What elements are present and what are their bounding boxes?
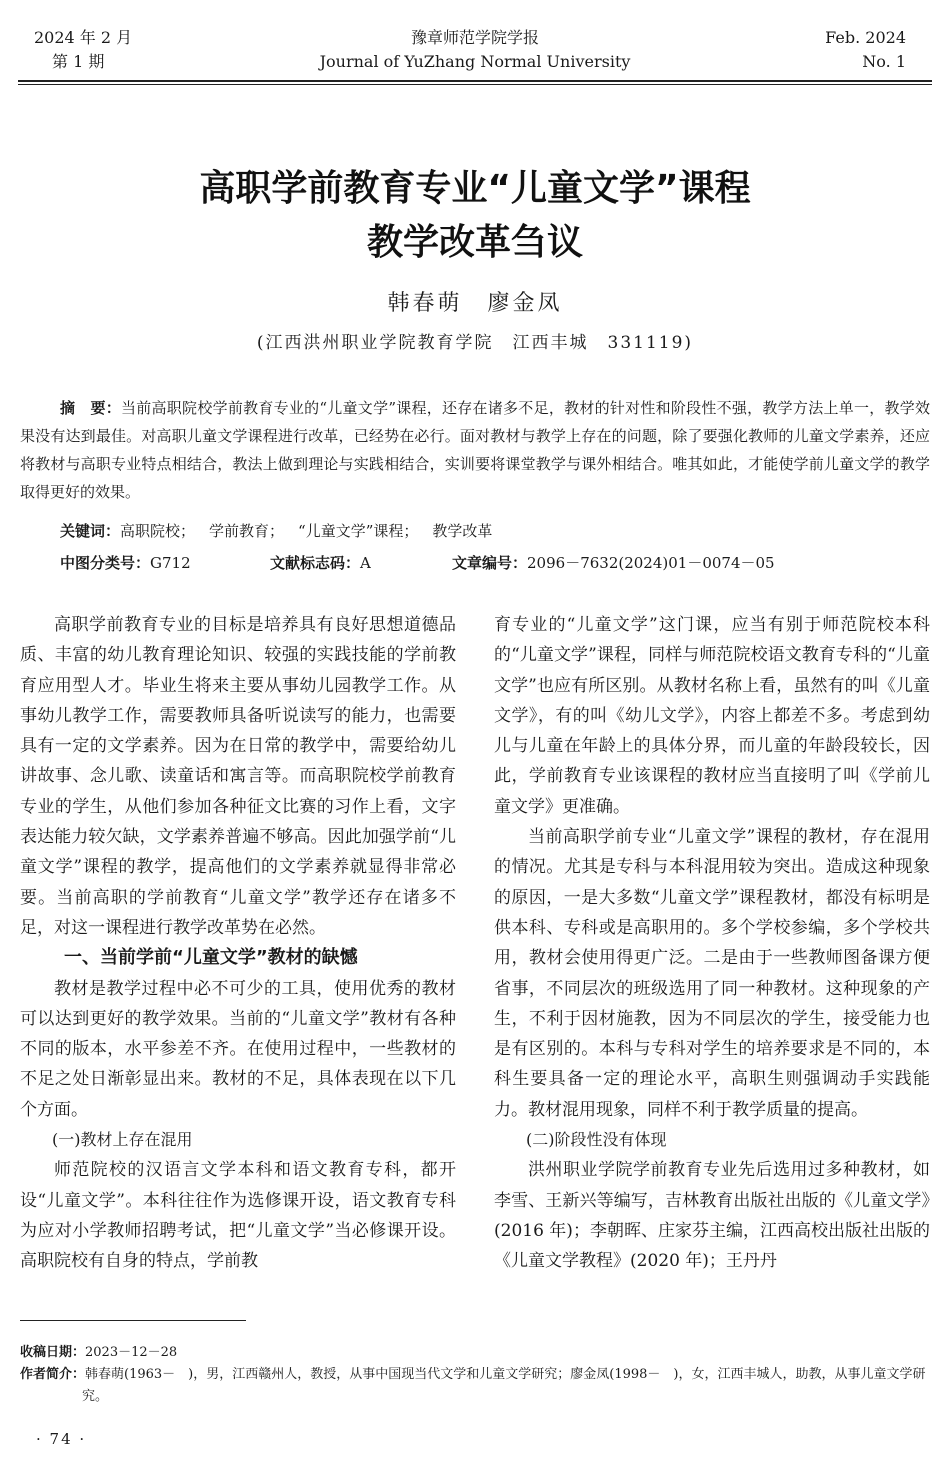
- clc-number: [60, 550, 270, 576]
- doc-value: A: [360, 554, 371, 572]
- paragraph: 当前高职学前专业“儿童文学”课程的教材，存在混用的情况。尤其是专科与本科混用较为突出。造成这种现象的原因，一是大多数“儿童文学”课程教材，都没有标明是供本科、专科或是高职用的。多个学校参编，多个学校共用，教材会使用得更广泛。二是由于一些教师图备课方便省事，不同层次的班级选用了同一种教材。这种现象的产生，不利于因材施教，因为不同层次的学生，接受能力也是有区别的。本科与专科对学生的培养要求是不同的，本科生要具备一定的理论水平，高职生则强调动手实践能力。教材混用现象，同样不利于教学质量的提高。: [494, 827, 930, 1120]
- footnote-rule: [20, 1320, 246, 1321]
- abstract: [20, 394, 930, 506]
- header-date-en: Feb. 2024: [825, 28, 906, 47]
- paragraph: 师范院校的汉语言文学本科和语文教育专科，都开设“儿童文学”。本科往往作为选修课开设，语文教育专科为应对小学教师招聘考试，把“儿童文学”当必修课开设。高职院校有自身的特点，学前教: [20, 1160, 456, 1272]
- subsection-heading: (一)教材上存在混用: [52, 1130, 193, 1150]
- keyword: “儿童文学”课程；: [298, 522, 419, 540]
- received-date: 2023－12－28: [85, 1345, 178, 1360]
- paragraph: 高职学前教育专业的目标是培养具有良好思想道德品质、丰富的幼儿教育理论知识、较强的实践技能的学前教育应用型人才。毕业生将来主要从事幼儿园教学工作。从事幼儿教学工作，需要教师具备听说读写的能力，也需要具有一定的文学素养。因为在日常的教学中，需要给幼儿讲故事、念儿歌、读童话和寓言等。而高职院校学前教育专业的学生，从他们参加各种征文比赛的习作上看，文字表达能力较欠缺，文学素养普遍不够高。因此加强学前“儿童文学”课程的教学，提高他们的文学素养就显得非常必要。当前高职的学前教育“儿童文学”教学还存在诸多不足，对这一课程进行教学改革势在必然。: [20, 615, 456, 938]
- title-line-2: 教学改革刍议: [366, 222, 583, 263]
- footnote-author-bio: [20, 1364, 930, 1408]
- author-bio-text: 韩春萌(1963－ )，男，江西赣州人，教授，从事中国现当代文学和儿童文学研究；廖金凤(1998－ )，女，江西丰城人，助教，从事儿童文学研究。: [82, 1367, 926, 1404]
- keyword: 高职院校；: [120, 522, 196, 540]
- clc-value: G712: [150, 554, 191, 572]
- subsection-heading: (二)阶段性没有体现: [526, 1130, 667, 1150]
- keyword: 学前教育；: [209, 522, 285, 540]
- author-bio-label: 作者简介：: [20, 1367, 86, 1382]
- document-code: [270, 550, 452, 576]
- header-issue-en: No. 1: [862, 52, 906, 71]
- clc-label: 中图分类号：: [60, 554, 151, 572]
- section-heading: 一、当前学前“儿童文学”教材的缺憾: [64, 947, 358, 969]
- keywords-label: 关键词：: [60, 522, 121, 540]
- header-right: [825, 26, 906, 74]
- footnote-received: [20, 1342, 930, 1364]
- journal-name-en: Journal of YuZhang Normal University: [319, 52, 631, 71]
- keywords: [60, 518, 506, 544]
- body-column-left: [20, 610, 456, 1277]
- header-rule: [18, 80, 932, 82]
- header-rule-thin: [18, 84, 932, 85]
- journal-name-cn: 豫章师范学院学报: [410, 28, 539, 47]
- art-value: 2096－7632(2024)01－0074－05: [527, 554, 775, 572]
- abstract-text: 当前高职院校学前教育专业的“儿童文学”课程，还存在诸多不足，教材的针对性和阶段性不强，教学方法上单一，教学效果没有达到最佳。对高职儿童文学课程进行改革，已经势在必行。面对教材与教学上存在的问题，除了要强化教师的儿童文学素养，还应将教材与高职专业特点相结合，教法上做到理论与实践相结合，实训要将课堂教学与课外相结合。唯其如此，才能使学前儿童文学的教学取得更好的效果。: [20, 399, 930, 501]
- received-label: 收稿日期：: [20, 1345, 86, 1360]
- header-date-cn: 2024 年 2 月: [34, 28, 133, 47]
- affiliation: (江西洪州职业学院教育学院 江西丰城 331119): [256, 333, 694, 353]
- abstract-label: 摘 要：: [60, 399, 122, 417]
- article-title: [0, 162, 950, 270]
- classification-line: [60, 550, 920, 576]
- paragraph: 洪州职业学院学前教育专业先后选用过多种教材，如李雪、王新兴等编写，吉林教育出版社出版的《儿童文学》(2016 年)；李朝晖、庄家芬主编，江西高校出版社出版的《儿童文学教程》(2020 年)；王丹丹: [494, 1160, 930, 1272]
- doc-label: 文献标志码：: [270, 554, 361, 572]
- paragraph: 教材是教学过程中必不可少的工具，使用优秀的教材可以达到更好的教学效果。当前的“儿童文学”教材有各种不同的版本，水平参差不齐。在使用过程中，一些教材的不足之处日渐彰显出来。教材的不足，具体表现在以下几个方面。: [20, 978, 456, 1120]
- header-issue-cn: 第 1 期: [52, 52, 105, 71]
- authors: 韩春萌 廖金凤: [387, 291, 563, 316]
- title-line-1: 高职学前教育专业“儿童文学”课程: [199, 168, 751, 209]
- page-number: · 74 ·: [36, 1430, 87, 1448]
- body-column-right: [494, 610, 930, 1277]
- art-label: 文章编号：: [452, 554, 528, 572]
- paragraph: 育专业的“儿童文学”这门课，应当有别于师范院校本科的“儿童文学”课程，同样与师范院校语文教育专科的“儿童文学”也应有所区别。从教材名称上看，虽然有的叫《儿童文学》，有的叫《幼儿文学》，内容上都差不多。考虑到幼儿与儿童在年龄上的具体分界，而儿童的年龄段较长，因此，学前教育专业该课程的教材应当直接明了叫《学前儿童文学》更准确。: [494, 615, 930, 817]
- keyword: 教学改革: [432, 522, 493, 540]
- article-number: [452, 550, 775, 576]
- header-center: [0, 26, 950, 74]
